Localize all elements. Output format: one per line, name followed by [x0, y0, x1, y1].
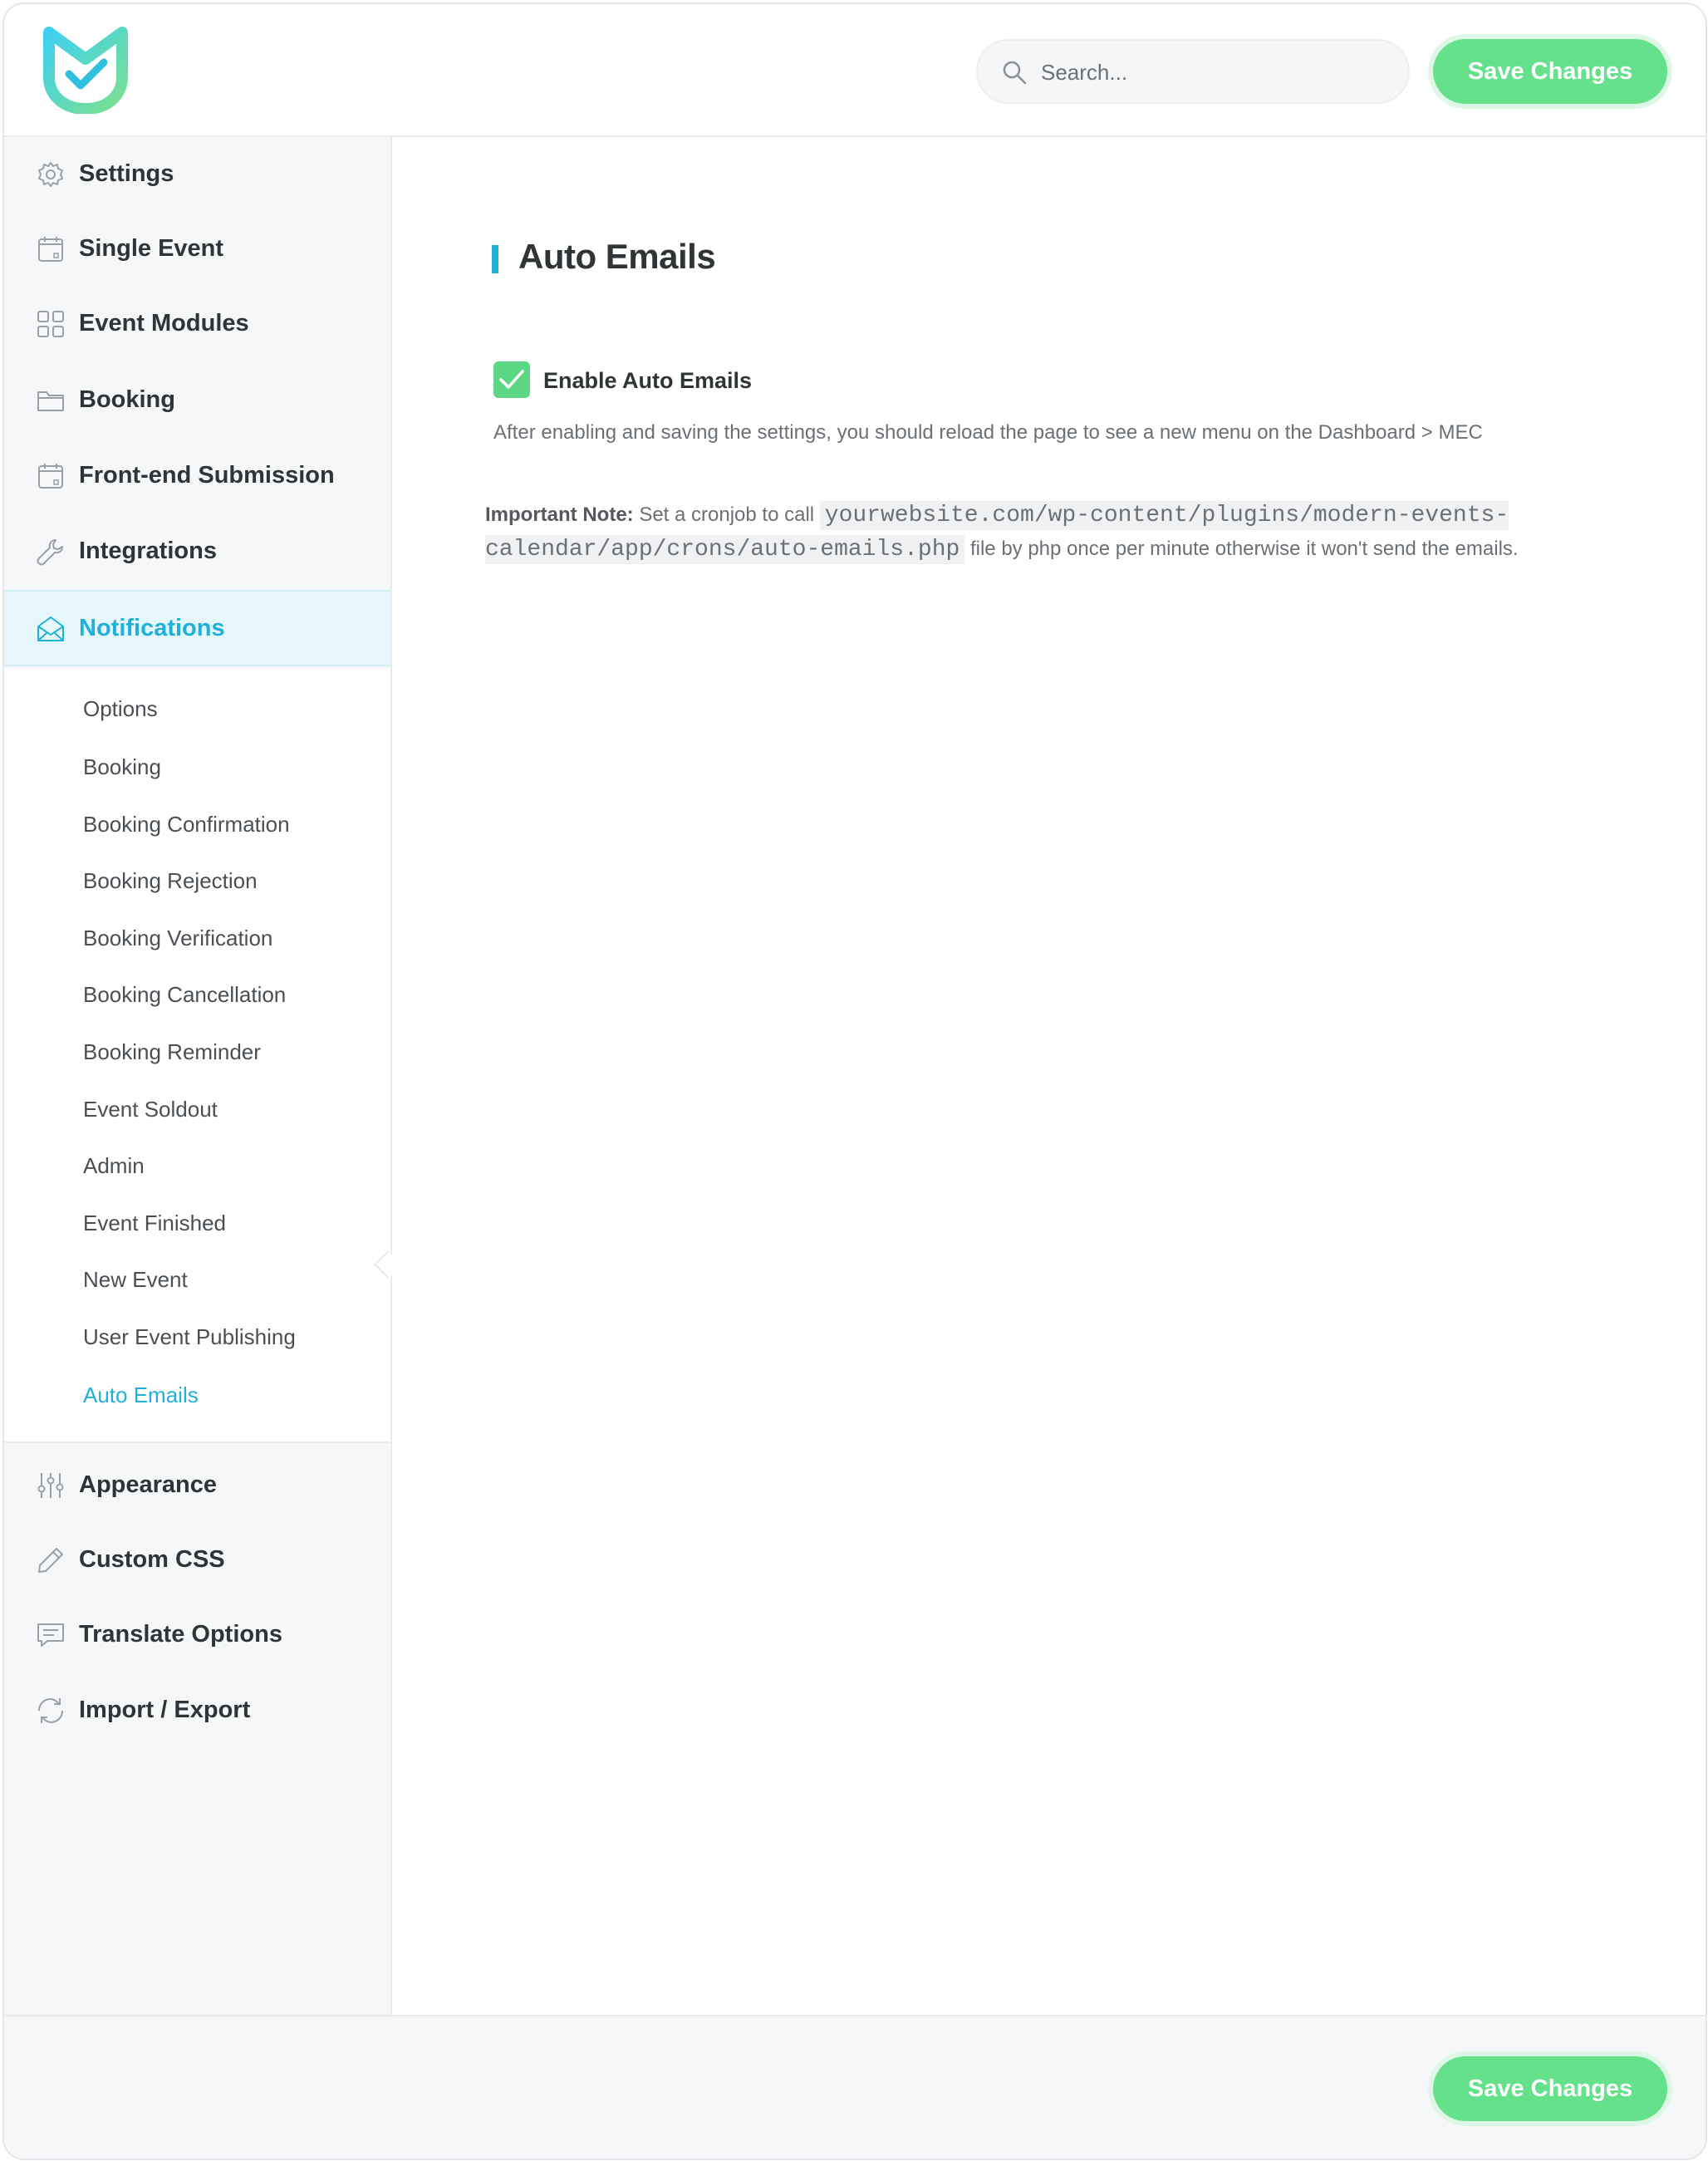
important-note-text-end: file by php once per minute otherwise it won't send the emails. — [964, 538, 1519, 560]
sidebar-item-label: Notifications — [79, 615, 225, 641]
sidebar-item-label: Appearance — [79, 1471, 218, 1498]
sidebar-item-settings[interactable] — [4, 137, 390, 212]
sidebar-item-label: Import / Export — [79, 1697, 251, 1723]
sidebar-item-label: Event Modules — [79, 310, 249, 336]
search-input[interactable] — [1039, 41, 1391, 104]
submenu-item-booking[interactable]: Booking — [83, 754, 161, 779]
sidebar-item-notifications[interactable] — [4, 590, 390, 666]
title-accent-bar — [492, 245, 498, 273]
sidebar-item-translate-options[interactable] — [4, 1598, 390, 1672]
envelope-open-icon — [36, 614, 66, 644]
footer-bar — [4, 2015, 1706, 2160]
top-header — [4, 4, 1706, 137]
sidebar-item-label: Translate Options — [79, 1621, 282, 1648]
sidebar-item-booking[interactable] — [4, 363, 390, 438]
sidebar — [4, 137, 392, 2015]
enable-auto-emails-checkbox[interactable] — [493, 361, 530, 398]
sidebar-item-label: Single Event — [79, 235, 224, 262]
important-note-text: Set a cronjob to call — [633, 503, 820, 526]
submenu-item-user-event-publishing[interactable]: User Event Publishing — [83, 1324, 296, 1349]
important-note — [485, 499, 1557, 567]
submenu-item-booking-confirmation[interactable]: Booking Confirmation — [83, 812, 290, 837]
mec-logo — [41, 26, 130, 114]
sidebar-item-import-export[interactable] — [4, 1673, 390, 1748]
sidebar-item-single-event[interactable] — [4, 212, 390, 287]
search-icon — [1001, 59, 1028, 86]
important-note-label: Important Note: — [485, 503, 634, 526]
sidebar-item-label: Integrations — [79, 538, 217, 564]
app-window — [2, 2, 1707, 2160]
sidebar-item-custom-css[interactable] — [4, 1523, 390, 1598]
submenu-item-new-event[interactable]: New Event — [83, 1267, 188, 1292]
cron-path-code: yourwebsite.com/wp-content/plugins/modern-events-calendar/app/crons/auto-emails.php — [485, 503, 1509, 562]
calendar-icon — [36, 461, 66, 491]
checkmark-icon — [498, 368, 525, 391]
grid-icon — [36, 309, 66, 339]
submenu-item-options[interactable]: Options — [83, 696, 158, 721]
submenu-item-booking-rejection[interactable]: Booking Rejection — [83, 868, 258, 893]
pencil-icon — [36, 1545, 66, 1575]
calendar-icon — [36, 234, 66, 264]
save-changes-button[interactable]: Save Changes — [1433, 39, 1667, 104]
enable-description: After enabling and saving the settings, you should reload the page to see a new menu on the Dashboard > MEC — [493, 421, 1483, 444]
sliders-icon — [36, 1471, 66, 1500]
sidebar-item-label: Front-end Submission — [79, 462, 335, 489]
sync-icon — [36, 1696, 66, 1726]
submenu-item-booking-verification[interactable]: Booking Verification — [83, 926, 273, 950]
sidebar-item-integrations[interactable] — [4, 514, 390, 589]
submenu-item-booking-cancellation[interactable]: Booking Cancellation — [83, 982, 287, 1007]
gear-icon — [36, 160, 66, 189]
sidebar-item-label: Settings — [79, 160, 174, 187]
submenu-item-auto-emails[interactable]: Auto Emails — [83, 1383, 199, 1407]
submenu-item-booking-reminder[interactable]: Booking Reminder — [83, 1039, 261, 1064]
save-changes-button-bottom[interactable]: Save Changes — [1433, 2056, 1667, 2121]
sidebar-item-front-end-submission[interactable] — [4, 439, 390, 513]
main-content — [392, 137, 1706, 2015]
wrench-icon — [36, 537, 66, 567]
submenu-item-event-finished[interactable]: Event Finished — [83, 1211, 226, 1235]
sidebar-item-appearance[interactable] — [4, 1448, 390, 1523]
sidebar-item-event-modules[interactable] — [4, 287, 390, 361]
folder-icon — [36, 386, 66, 415]
submenu-item-admin[interactable]: Admin — [83, 1153, 145, 1178]
page-title: Auto Emails — [518, 237, 716, 276]
sidebar-item-label: Custom CSS — [79, 1546, 225, 1573]
search-box[interactable] — [976, 39, 1410, 104]
chat-icon — [36, 1620, 66, 1650]
sidebar-item-label: Booking — [79, 386, 175, 413]
submenu-item-event-soldout[interactable]: Event Soldout — [83, 1097, 218, 1122]
notifications-submenu — [4, 669, 390, 1443]
enable-auto-emails-label[interactable]: Enable Auto Emails — [543, 368, 753, 393]
